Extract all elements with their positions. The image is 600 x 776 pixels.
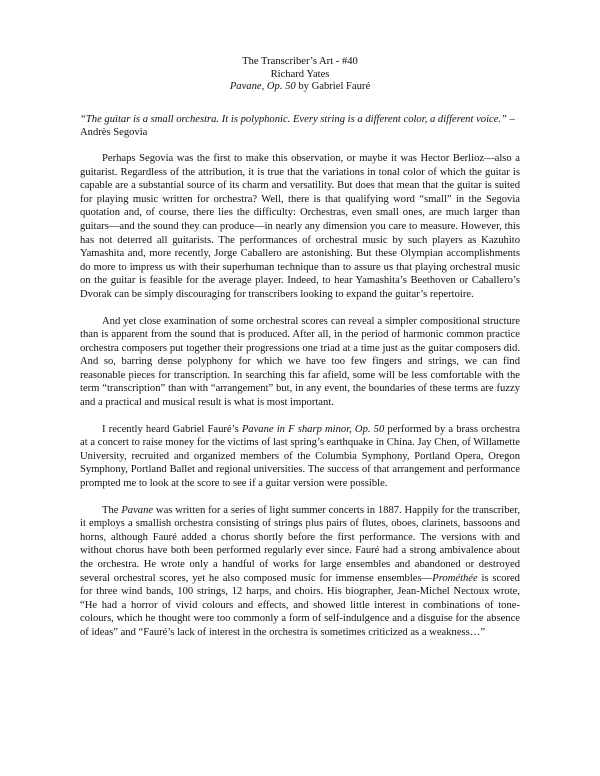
epigraph-quote: “The guitar is a small orchestra. It is polyphonic. Every string is a different color, a different voice.” xyxy=(80,113,507,125)
paragraph-3 xyxy=(80,423,520,491)
document-header xyxy=(80,56,520,94)
paragraph-3-italic: Pavane in F sharp minor, Op. 50 xyxy=(241,423,385,435)
author-name: Richard Yates xyxy=(270,68,330,80)
paragraph-4-italic-2: Prométhée xyxy=(432,572,478,584)
article-title: The Transcriber’s Art - #40 xyxy=(242,56,358,67)
piece-line xyxy=(80,81,520,94)
paragraph-4-text-b: was written for a series of light summer concerts in 1887. Happily for the transcriber, it employs a smallish orchestra consisting of strings plus pairs of flutes, oboes, clarinets, bassoons and horns, although Fauré added a chorus shortly before the first performance. The versions with and without chorus have both been performed regularly ever since. Fauré had a strong ambivalence about the orchestra. He wrote only a handful of works for large ensembles and abandoned or destroyed several orchestral scores, yet he also composed music for immense ensembles— xyxy=(80,504,520,584)
paragraph-2: And yet close examination of some orchestral scores can reveal a simpler compositional structure than is apparent from the sound that is produced. After all, in the period of harmonic common practice orchestra composers put together their progressions one triad at a time just as the guitar composers did. And so, barring dense polyphony for which we have too few fingers and strings, we can find reasonable pieces for transcription. In searching this far afield, some will be less comfortable with the term “transcription” than with “arrangement” but, in any event, the boundaries of these terms are fuzzy and a practical and musical result is what is most important. xyxy=(80,315,520,409)
paragraph-3-text-a: I recently heard Gabriel Fauré’s xyxy=(102,423,242,435)
epigraph xyxy=(80,113,520,140)
paragraph-4-italic-1: Pavane xyxy=(121,504,154,516)
paragraph-4-text-c: is scored for three wind bands, 100 strings, 12 harps, and choirs. His biographer, Jean-Michel Nectoux wrote, “He had a horror of vivid colours and effects, and showed little interest in combinations of tone-colours, which he thought were too commonly a form of self-indulgence and a disguise for the absence of ideas” and “Fauré’s lack of interest in the orchestra is sometimes criticized as a weakness…” xyxy=(80,572,520,638)
paragraph-4 xyxy=(80,504,520,640)
epigraph-attribution: –Andrès Segovia xyxy=(80,113,515,139)
paragraph-1: Perhaps Segovia was the first to make this observation, or maybe it was Hector Berlioz—also a guitarist. Regardless of the attribution, it is true that the variations in tonal color of which the guitar is capable are a substantial source of its charm and versatility. But does that mean that the guitar is suited for playing music written for orchestra? Well, there is that qualifying word “small” in the Segovia quotation and, of course, there lies the difficulty: Orchestras, even small ones, are much larger than guitars—and the sound they can produce—in nearly any dimension you care to measure. However, this has not deterred all guitarists. The performances of orchestral music by such players as Kazuhito Yamashita and, more recently, Jorge Caballero are astonishing. But these Olympian accomplishments do more to impress us with their superhuman technique than to assure us that playing orchestral music on the guitar is feasible for the average player. Indeed, to hear Yamashita’s Beethoven or Caballero’s Dvorak can be simply discouraging for transcribers looking to expand the guitar’s repertoire. xyxy=(80,152,520,300)
paragraph-4-text-a: The xyxy=(102,504,122,516)
paragraph-3-text-b: performed by a brass orchestra at a concert to raise money for the victims of last spring’s earthquake in China. Jay Chen, of Willamette University, recruited and organized members of the Columbia Symphony, Portland Opera, Oregon Symphony, Portland Ballet and regional universities. The success of that arrangement and performance prompted me to look at the score to see if a guitar version were possible. xyxy=(80,423,520,490)
piece-composer: by Gabriel Fauré xyxy=(295,81,371,93)
piece-title: Pavane, Op. 50 xyxy=(229,81,296,93)
